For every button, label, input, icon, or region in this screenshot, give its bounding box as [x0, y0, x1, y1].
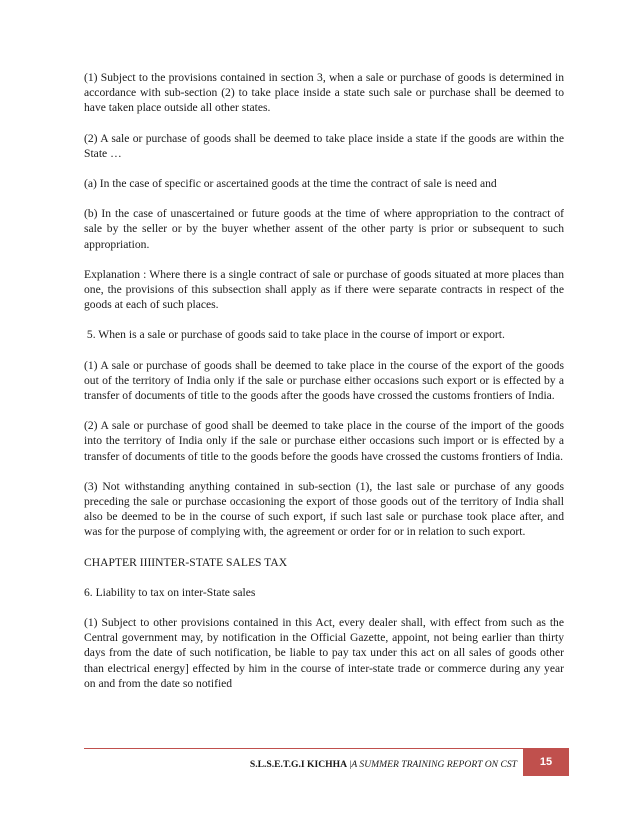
footer-report-title: A SUMMER TRAINING REPORT ON CST [351, 759, 517, 770]
paragraph-subsection-1: (1) Subject to the provisions contained in section 3, when a sale or purchase of goods is determined in accordance with sub-section (2) to take place inside a state such sale or purchase shall be deemed to have taken place outside all other states. [84, 71, 564, 115]
page-number: 15 [523, 749, 569, 776]
paragraph-liability: (1) Subject to other provisions contained in this Act, every dealer shall, with effect from such as the Central government may, by notification in the Official Gazette, appoint, not being earlier than thirty days from the date of such notification, be liable to pay tax under this act on all sales of goods other than electrical energy] effected by him in the course of inter-state trade or commerce during any year on and from the date so notified [84, 616, 564, 690]
footer-divider [84, 748, 569, 749]
footer-separator: | [347, 759, 352, 770]
paragraph-import: (2) A sale or purchase of good shall be deemed to take place in the course of the import of the goods into the territory of India only if the sale or purchase either occasions such import or is effected by a transfer of documents of title to the goods before the goods have crossed the customs frontiers of India. [84, 419, 564, 463]
footer-caption [250, 759, 517, 770]
paragraph-explanation: Explanation : Where there is a single contract of sale or purchase of goods situated at more places than one, the provisions of this subsection shall apply as if there were separate contracts in respect of the goods at each of such places. [84, 267, 564, 312]
paragraph-clause-b: (b) In the case of unascertained or future goods at the time of where appropriation to the contract of sale by the seller or by the buyer whether assent of the other party is prior or subsequent to such appropriation. [84, 207, 564, 251]
paragraph-clause-a: (a) In the case of specific or ascertained goods at the time the contract of sale is need and [84, 177, 497, 191]
chapter-heading: CHAPTER IIIINTER-STATE SALES TAX [84, 555, 288, 569]
paragraph-subsection-2: (2) A sale or purchase of goods shall be deemed to take place inside a state if the goods are within the State … [84, 131, 564, 160]
section-5-heading: 5. When is a sale or purchase of goods said to take place in the course of import or export. [84, 328, 505, 342]
paragraph-notwithstanding: (3) Not withstanding anything contained in sub-section (1), the last sale or purchase of any goods preceding the sale or purchase occasioning the export of those goods out of the territory of India shall also be deemed to be in the course of such export, if such last sale or purchase took place after, and was for the purpose of complying with, the agreement or order for or in relation to such export. [84, 479, 564, 539]
section-6-heading: 6. Liability to tax on inter-State sales [84, 585, 256, 599]
page-footer [84, 748, 569, 778]
footer-org: S.L.S.E.T.G.I KICHHA [249, 759, 347, 770]
paragraph-export: (1) A sale or purchase of goods shall be deemed to take place in the course of the export of the goods out of the territory of India only if the sale or purchase either occasions such export or is effected by a transfer of documents of title to the goods after the goods have crossed the customs frontiers of India. [84, 358, 564, 403]
document-body [84, 70, 564, 706]
